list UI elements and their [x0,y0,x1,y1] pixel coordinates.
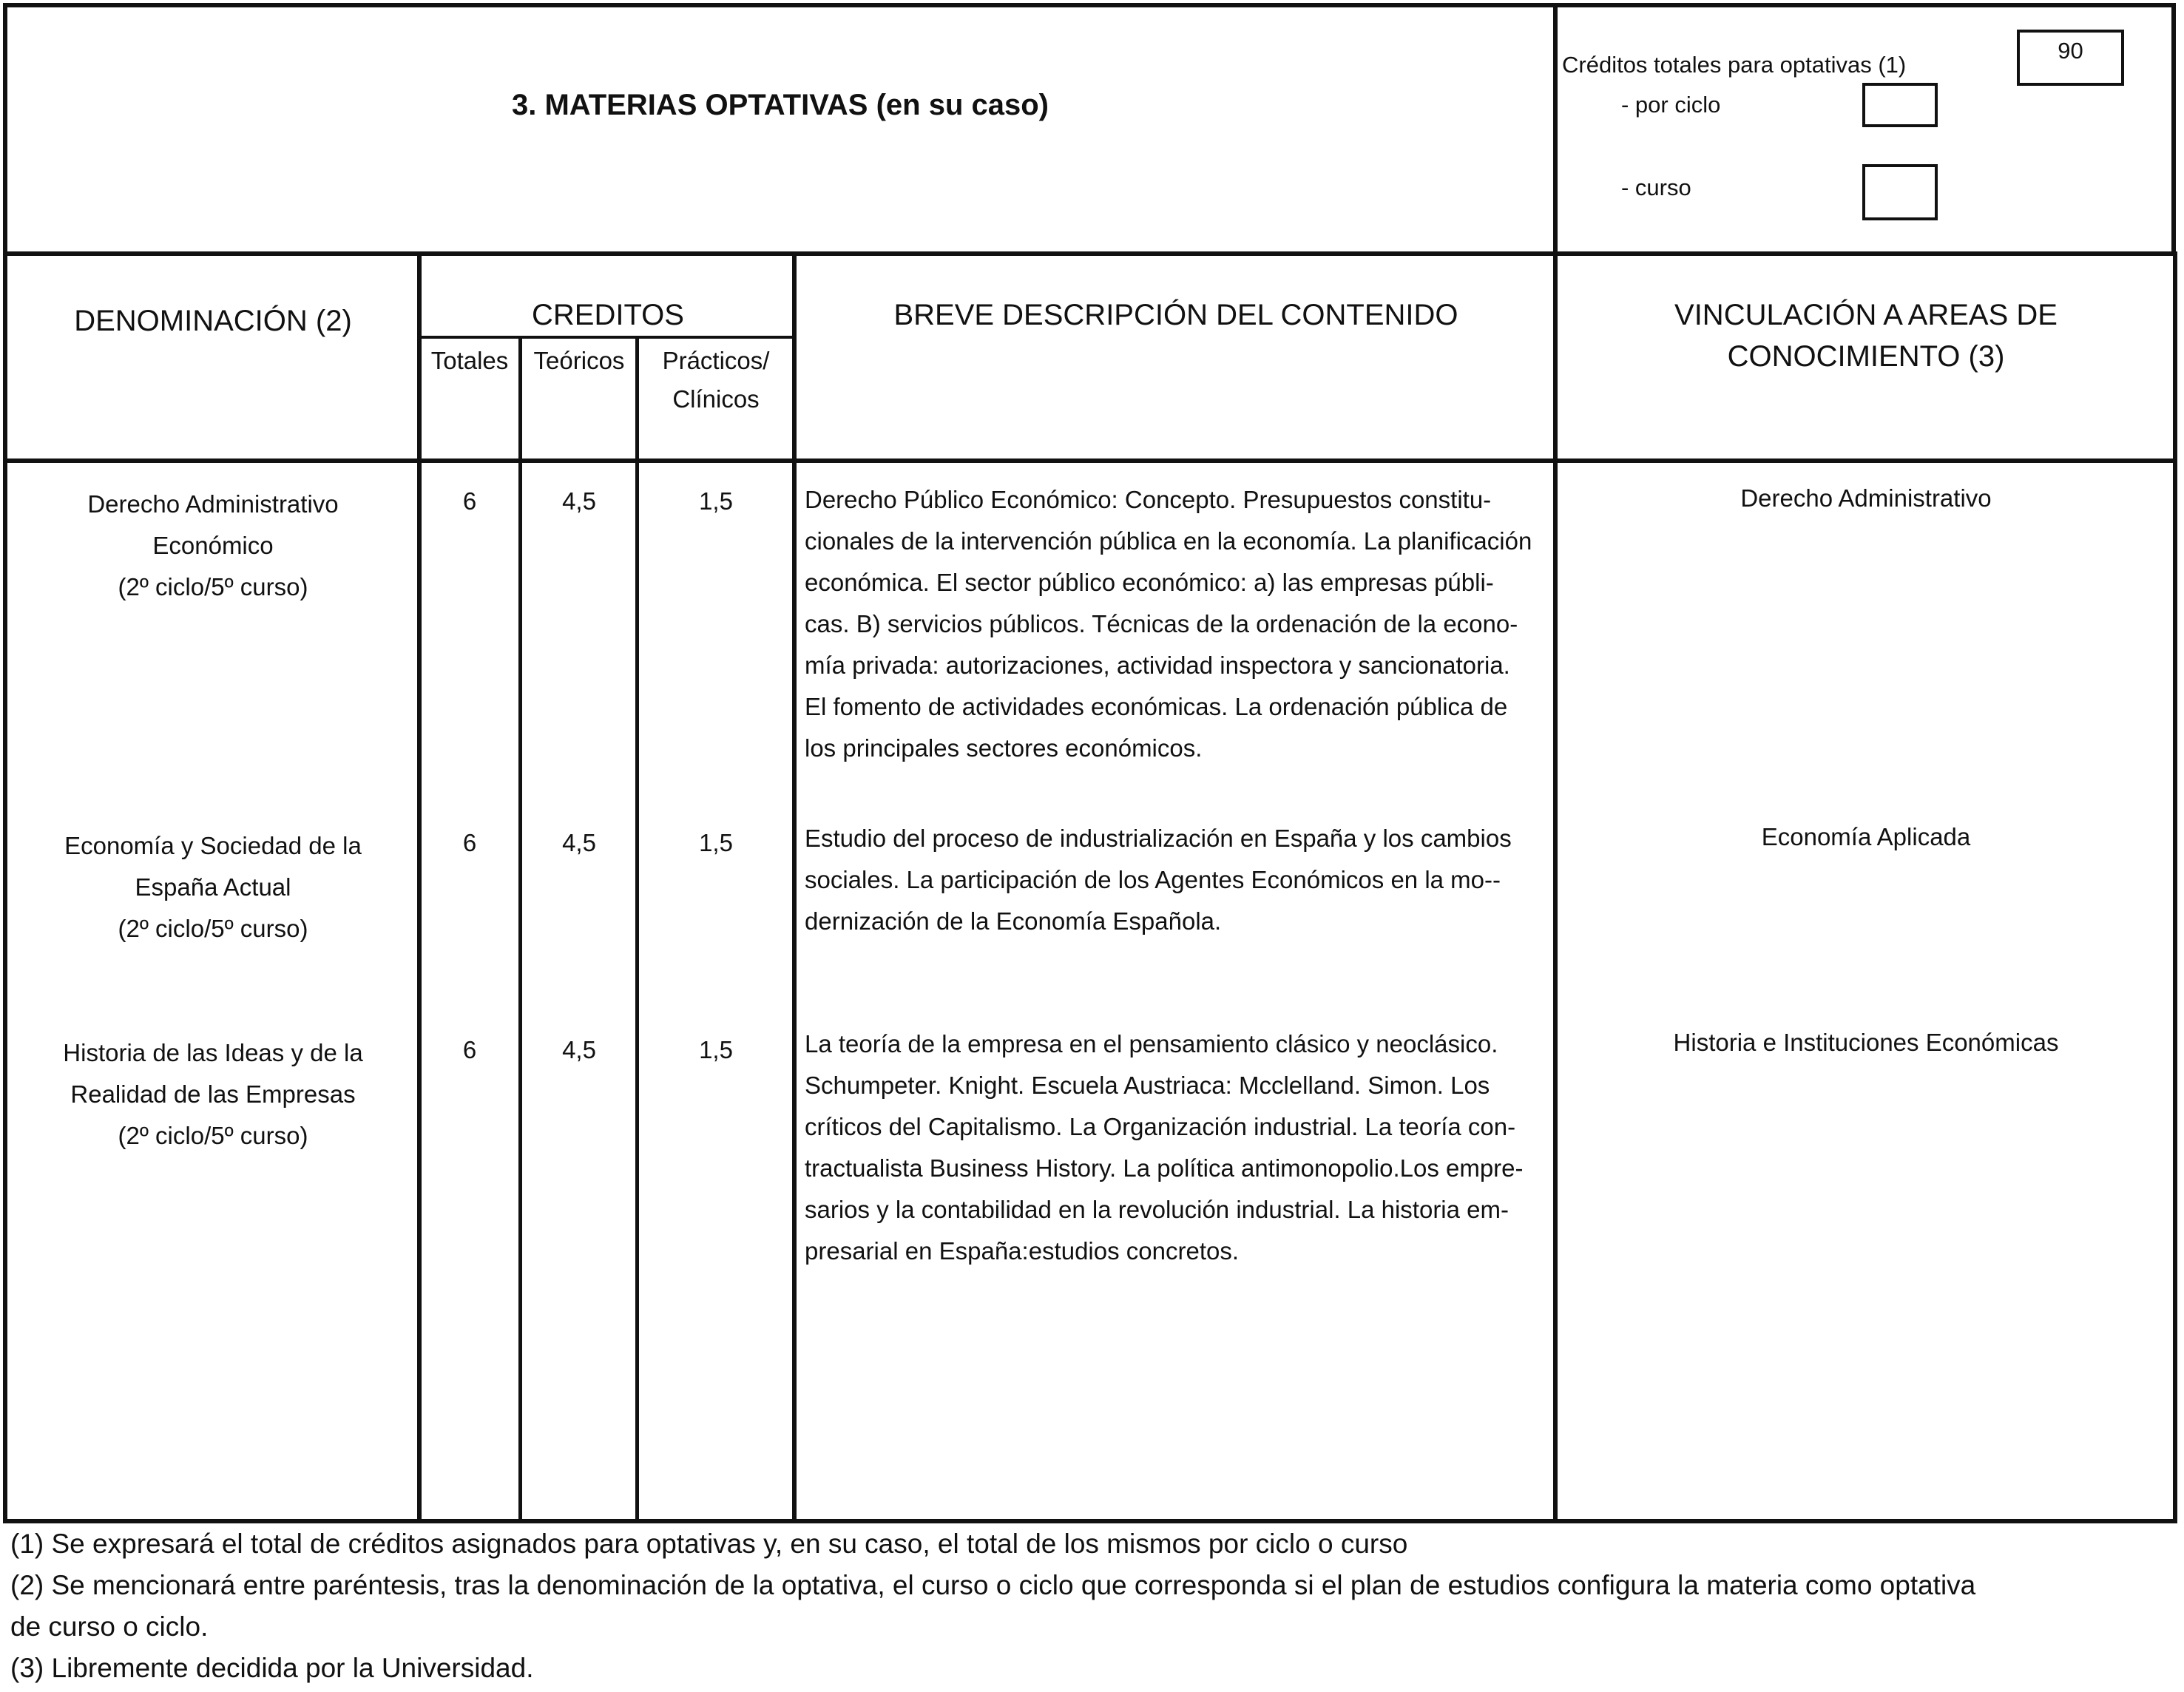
col-header-creditos: CREDITOS [532,299,684,331]
table-row-3-teoricos: 4,5 [562,1036,596,1063]
col-header-practicos [639,342,793,419]
description-line: económica. El sector público económico: a) las empresas públi- [805,569,1494,596]
description-line: tractualista Business History. La política antimonopolio.Los empre- [805,1154,1524,1182]
footnote-1: (1) Se expresará el total de créditos asignados para optativas y, en su caso, el total de los mismos por ciclo o curso [10,1529,1408,1559]
table-row-1-teoricos: 4,5 [562,487,596,515]
table-row-2-name [7,825,419,950]
description-line: sociales. La participación de los Agentes Económicos en la mo-- [805,866,1501,893]
col-header-vinculacion [1558,294,2174,377]
table-row-3-description [805,1023,1553,1272]
description-line: críticos del Capitalismo. La Organización industrial. La teoría con- [805,1113,1516,1140]
table-row-2-totales: 6 [462,829,477,856]
table-row-2-practicos: 1,5 [699,829,733,856]
description-line: El fomento de actividades económicas. La ordenación pública de [805,693,1508,720]
col-divider-creditos [792,251,797,1523]
description-line: Schumpeter. Knight. Escuela Austriaca: Mcclelland. Simon. Los [805,1072,1490,1099]
row-name-line: Económico [152,532,274,559]
description-line: dernización de la Economía Española. [805,907,1222,935]
description-line: mía privada: autorizaciones, actividad inspectora y sancionatoria. [805,652,1510,679]
col-header-teoricos: Teóricos [533,347,625,374]
table-row-1-description [805,479,1553,769]
table-row-1-name [7,484,419,608]
description-line: cas. B) servicios públicos. Técnicas de la ordenación de la econo- [805,610,1518,637]
table-row-3-totales: 6 [462,1036,477,1063]
col-header-vinculacion-line2: CONOCIMIENTO (3) [1727,340,2005,373]
header-block [3,3,1558,256]
col-divider-descripcion [1553,251,1558,1520]
credits-subheader-divider [419,336,796,339]
row-name-line: Historia de las Ideas y de la [63,1039,363,1066]
row-name-line: (2º ciclo/5º curso) [118,915,308,942]
credits-total-label: Créditos totales para optativas (1) [1562,52,1907,78]
col-header-vinculacion-line1: VINCULACIÓN A AREAS DE [1674,299,2058,331]
table-row-2-area: Economía Aplicada [1761,823,1971,850]
per-cycle-box [1862,83,1938,127]
footnote-2: (2) Se mencionará entre paréntesis, tras la denominación de la optativa, el curso o ciclo que corresponda si el plan de estudios configura la materia como optativa [10,1570,1976,1600]
col-header-practicos-line1: Prácticos/ [662,347,770,374]
description-line: Estudio del proceso de industrialización en España y los cambios [805,825,1512,852]
description-line: sarios y la contabilidad en la revolución industrial. La historia em- [805,1196,1509,1223]
table-row-1-area: Derecho Administrativo [1740,484,1992,512]
table-row-1-totales: 6 [462,487,477,515]
section-title: 3. MATERIAS OPTATIVAS (en su caso) [511,89,1049,121]
per-course-label: - curso [1621,175,1691,200]
col-header-denominacion: DENOMINACIÓN (2) [74,305,352,337]
table-row-3-name [7,1032,419,1157]
description-line: Derecho Público Económico: Concepto. Presupuestos constitu- [805,486,1492,513]
table-row-3-area: Historia e Instituciones Económicas [1673,1029,2059,1056]
row-name-line: (2º ciclo/5º curso) [118,1122,308,1149]
credits-total-box [2017,30,2124,86]
table-header-divider [3,458,2177,463]
per-course-box [1862,164,1938,220]
description-line: presarial en España:estudios concretos. [805,1237,1240,1265]
footnote-2-continued: de curso o ciclo. [10,1611,209,1642]
footnote-3: (3) Libremente decidida por la Universidad. [10,1653,534,1683]
col-header-descripcion: BREVE DESCRIPCIÓN DEL CONTENIDO [893,299,1458,331]
table-row-3-practicos: 1,5 [699,1036,733,1063]
table-row-2-teoricos: 4,5 [562,829,596,856]
col-header-practicos-line2: Clínicos [672,385,760,413]
row-name-line: (2º ciclo/5º curso) [118,573,308,600]
table-row-2-description [805,818,1553,942]
row-name-line: Economía y Sociedad de la [64,832,362,859]
col-header-totales: Totales [430,347,509,374]
table-row-1-practicos: 1,5 [699,487,733,515]
description-line: cionales de la intervención pública en la economía. La planificación [805,527,1532,555]
row-name-line: España Actual [135,873,291,901]
row-name-line: Realidad de las Empresas [70,1080,356,1108]
row-name-line: Derecho Administrativo [87,490,339,518]
per-cycle-label: - por ciclo [1621,92,1721,118]
description-line: los principales sectores económicos. [805,734,1203,762]
footnotes [10,1523,2170,1689]
credits-total-value: 90 [2058,38,2083,64]
description-line: La teoría de la empresa en el pensamiento clásico y neoclásico. [805,1030,1498,1058]
